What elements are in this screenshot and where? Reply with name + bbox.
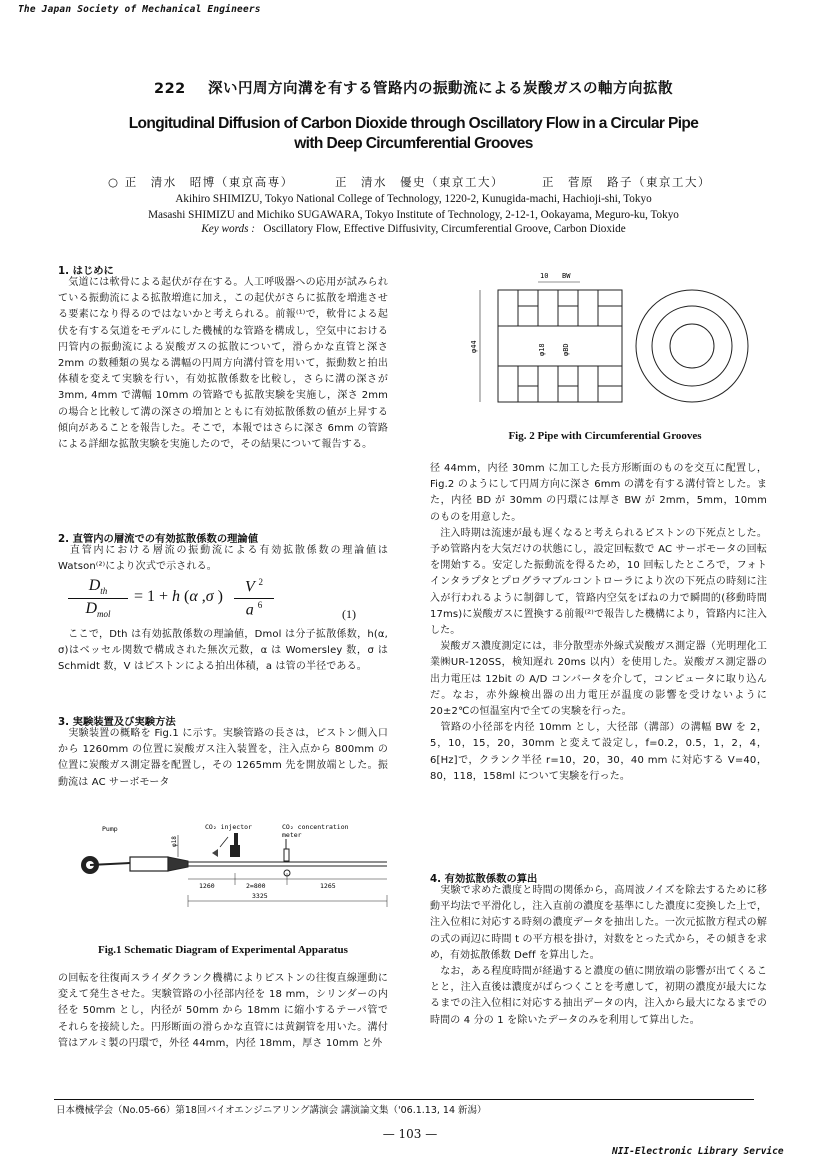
fig2-phibd: φBD (562, 343, 570, 356)
eq-middle: = 1 + h (α ,σ ) (134, 588, 223, 605)
fig1-caption: Fig.1 Schematic Diagram of Experimental Apparatus (98, 944, 348, 956)
section-4-paragraph-2: なお，ある程度時間が経過すると濃度の値に開放端の影響が出てくることと，注入直後は濃度がばらつくことを考慮して，初期の濃度が最大になるまでの注入位相に対応する抽出データの内，注入から最大になるまでの時間の 4 分の 1 を除いたデータのみを利用して算出した。 (430, 966, 767, 1026)
keywords (30, 223, 797, 235)
injector-valve-arm (220, 837, 228, 847)
fig1-injector-label: CO₂ injector (205, 823, 252, 831)
nii-service: NII-Electronic Library Service (612, 1146, 784, 1157)
affiliation-1: Akihiro SHIMIZU, Tokyo National College of Technology, 1220-2, Kunugida-machi, Hachioji-shi, Tokyo (175, 193, 652, 205)
page-number: — 103 — (382, 1127, 438, 1141)
eq-a-sixth: a $^6$ (245, 600, 263, 619)
ring-inner-circle (670, 324, 714, 368)
eq-v-squared: V $^2$ (245, 577, 263, 596)
cylinder (130, 857, 168, 871)
section-2-heading: 2. 直管内の層流での有効拡散係数の理論値 (58, 533, 259, 545)
right-paragraph-4: 管路の小径部を内径 10mm とし，大径部（溝部）の溝幅 BW を 2，5，10，15，20，30mm と変えて設定し，f=0.2，0.5，1，2，4，6[Hz]で，クランク半径 r=10，20，30，40 mm に対応する V=40，80，118，158ml について実験を行った。 (430, 722, 767, 782)
equation-1 (68, 577, 388, 625)
fig1-pump-label: Pump (102, 825, 118, 833)
co2-meter (284, 849, 289, 861)
author-1: ○ 正 清水 昭博（東京高専） (108, 175, 294, 189)
fig2-phi18: φ18 (538, 343, 546, 356)
section-4-paragraph-1: 実験で求めた濃度と時間の関係から，高周波ノイズを除去するために移動平均法で平滑化し，注入直前の濃度を基準にした濃度に変換した上で，注入位相に対応する時刻の濃度データを抽出した。一次元拡散方程式の解の式の両辺に時間 t の平方根を掛け，対数をとった式から，その傾きを求め，有効拡散係数 Deff を算出した。 (430, 885, 767, 961)
section-3-paragraph-2: の回転を往復両スライダクランク機構によりピストンの往復直線運動に変えて発生させた。実験管路の小径部内径を 18 mm，シリンダーの内径を 50mm とし，内径が 50mm から 18mm に縮小するテーパ管でそれらを接続した。円形断面の滑らかな直管には黄銅管を用いた。溝付管はアルミ製の円環で，外径 44mm，内径 18mm，厚さ 10mm と外 (58, 973, 388, 1049)
co2-injector (230, 845, 240, 857)
fig1-schematic (62, 815, 392, 925)
eq-numerator: $D_{th}$ (88, 577, 108, 597)
fig2-label-10: 10 (540, 272, 549, 280)
fig1-800: 2=800 (246, 882, 266, 890)
proceedings-line: 日本機械学会（No.05-66）第18回バイオエンジニアリング講演会 講演論文集（'06.1.13, 14 新潟） (56, 1105, 487, 1116)
section-1-heading: 1. はじめに (58, 265, 114, 277)
paper-number: 222 (154, 81, 186, 97)
eq-fraction-bar (68, 598, 128, 599)
eq-fraction-bar-2 (234, 598, 274, 599)
right-paragraph-2: 注入時期は流速が最も遅くなると考えられるピストンの下死点とした。予め管路内を大気だけの状態にし，設定回転数で AC サーボモータの回転を開始する。安定した振動流を得るため，10 回転したところで，フォトインタラプタとプログラマブルコントローラにより次の下死点の時刻に注入が行われるように制御して，管路内空気をばねの力で瞬間的(移動時間 17ms)に炭酸ガスに置換する前報⁽²⁾で報告した機構により，管路内に注入した。 (430, 527, 767, 637)
section-2-intro: 直管内における層流の振動流による有効拡散係数の理論値は Watson⁽²⁾により次式で示される。 (58, 545, 388, 573)
injector-valve (212, 849, 218, 857)
author-3: 正 菅原 路子（東京工大） (542, 175, 711, 189)
fig1-phi18: φ18 (171, 836, 178, 847)
section-4-body (430, 883, 767, 1029)
fig1-3325: 3325 (252, 892, 268, 900)
section-2-explanation: ここで，Dth は有効拡散係数の理論値，Dmol は分子拡散係数，h(α, σ)はベッセル関数で構成された無次元数，α は Womersley 数，σ は Schmidt 数，V はピストンによる拍出体積，a は管の半径である。 (58, 629, 388, 673)
paper-title-english-line1: Longitudinal Diffusion of Carbon Dioxide through Oscillatory Flow in a Circular Pipe (128, 115, 699, 132)
section-3-paragraph-1: 実験装置の概略を Fig.1 に示す。実験管路の長さは，ピストン側入口から 1260mm の位置に炭酸ガス注入装置を，注入点から 800mm の位置に炭酸ガス測定器を配置し，その 1265mm 先を開放端とした。振動流は AC サーボモータ (58, 728, 388, 788)
section-1-body (58, 275, 388, 453)
fig2-phi44: φ44 (470, 340, 478, 353)
eq-denominator: $D_{mol}$ (85, 600, 111, 620)
affiliation-2: Masashi SHIMIZU and Michiko SUGAWARA, Tokyo Institute of Technology, 2-12-1, Ookayama, Meguro-ku, Tokyo (148, 209, 679, 221)
author-2: 正 清水 優史（東京工大） (335, 175, 504, 189)
paper-title-japanese (40, 77, 787, 98)
fig1-meter-label-2: meter (282, 831, 302, 839)
keywords-label: Key words : (201, 223, 255, 235)
fig2-caption: Fig. 2 Pipe with Circumferential Grooves (508, 430, 702, 442)
pipe-bore (498, 326, 622, 366)
right-column-text (430, 461, 767, 785)
right-paragraph-3: 炭酸ガス濃度測定には，非分散型赤外線式炭酸ガス測定器（光明理化工業㈱UR-120SS，検知遅れ 20ms 以内）を使用した。炭酸ガス測定器の出力電圧は 12bit の A/D コンバータを介して，コンピュータに取り込んだ。なお，赤外線検出器の出力電圧が温度の影響を受けないように 20±2℃の恒温室内で全ての実験を行った。 (430, 641, 767, 718)
society-header: The Japan Society of Mechanical Engineers (18, 4, 261, 15)
grooved-pipe-section (498, 290, 622, 402)
footer-rule (54, 1099, 754, 1100)
right-paragraph-1: 径 44mm，内径 30mm に加工した長方形断面のものを交互に配置し，Fig.2 のようにして円周方向に深さ 6mm の溝を有する溝付管とした。また，内径 BD が 30mm の円環には厚さ BW が 2mm，5mm，10mm のものを用意した。 (430, 463, 767, 523)
taper-pipe (168, 857, 188, 871)
fig1-1265: 1265 (320, 882, 336, 890)
fig2-pipe-grooves (440, 268, 770, 418)
paper-title-english-line2: with Deep Circumferential Grooves (294, 135, 533, 152)
fig2-label-bw: BW (562, 272, 571, 280)
title-japanese-text: 深い円周方向溝を有する管路内の振動流による炭酸ガスの軸方向拡散 (207, 81, 673, 97)
keywords-text: Oscillatory Flow, Effective Diffusivity, Circumferential Groove, Carbon Dioxide (263, 223, 626, 235)
section-4-heading: 4. 有効拡散係数の算出 (430, 873, 538, 885)
fig1-1260: 1260 (199, 882, 215, 890)
fig1-meter-label-1: CO₂ concentration (282, 823, 349, 831)
injector-stem (234, 833, 238, 845)
section-3-heading: 3. 実験装置及び実験方法 (58, 716, 176, 728)
section-1-paragraph: 気道には軟骨による起伏が存在する。人工呼吸器への応用が試みられている振動流による拡散増進に加え，この起伏がさらに拡散を増進させる要素になり得るのではないかと考えられる。前報⁽¹⁾で，軟骨による起伏を有する気道をモデルにした機械的な管路を構成し，空気中における円管内の振動流による炭酸ガスの拡散について，滑らかな直管と深さ 2mm の数種類の異なる溝幅の円周方向溝付管を用いて，振動数と拍出体積を変えて実験を行い，有効拡散係数を比較し，さらに溝の深さが 3mm, 4mm で溝幅 10mm の管路でも拡散実験を実施し，深さ 2mm の場合と比較して溝の深さの増加とともに有効拡散係数の値が上昇する傾向があることを報告した。そこで，本報ではさらに深さ 6mm の管路による詳細な拡散実験を実施したので，その結果について報告する。 (58, 277, 388, 451)
equation-number: (1) (342, 607, 356, 621)
